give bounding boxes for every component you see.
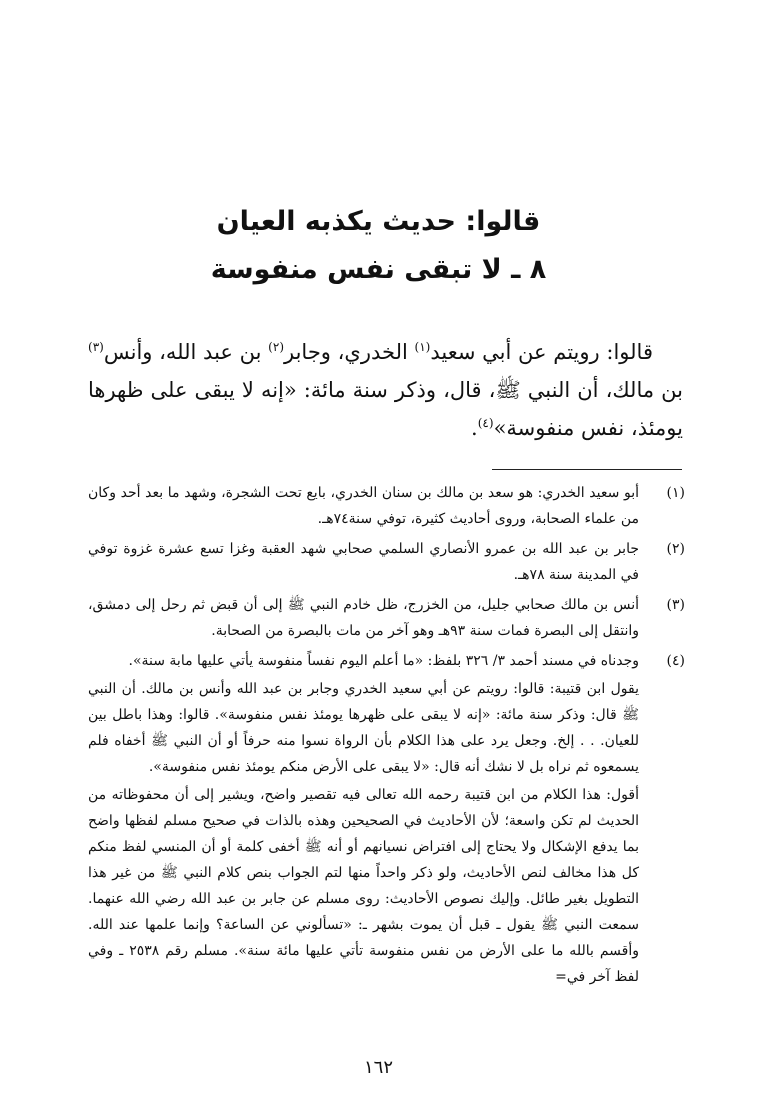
main-paragraph [88,333,683,447]
footnote-ref-2[interactable]: (٢) [268,340,284,354]
footnote-commentary-author: أقول: هذا الكلام من ابن قتيبة رحمه الله تعالى فيه تقصير واضح، ويشير إلى أن محفوظاته من الحديث لم تكن واسعة؛ لأن الأحاديث في الصحيحين وهذه بالذات في صحيح مسلم لفظها واضح بما يدفع الإشكال ولا يحتاج إلى افتراض نسيانهم أو أنه ﷺ أخفى كلمة أو أن المنسي لفظ منكم كل هذا مخالف لنص الأحاديث، ولو ذكر واحداً منها لتم الجواب بنص كلام النبي ﷺ من غير هذا التطويل بغير طائل. وإليك نصوص الأحاديث: روى مسلم عن جابر بن عبد الله رضي الله عنهما. سمعت النبي ﷺ يقول ـ قبل أن يموت بشهر ـ: «تسألوني عن الساعة؟ وإنما علمها عند الله. وأقسم بالله ما على الأرض من نفس منفوسة تأتي عليها مائة سنة». مسلم رقم ٢٥٣٨ ـ وفي لفظ آخر في= [88,787,640,985]
footnote-text: جابر بن عبد الله بن عمرو الأنصاري السلمي صحابي شهد العقبة وغزا تسع عشرة غزوة توفي في المدينة سنة ٧٨هـ. [88,541,639,583]
footnote-number: (٣) [666,597,685,613]
footnote-text: أبو سعيد الخدري: هو سعد بن مالك بن سنان الخدري، بايع تحت الشجرة، وشهد ما بعد أحد وكان من علماء الصحابة، وروى أحاديث كثيرة، توفي سنة٧٤هـ. [88,485,639,527]
main-text-part-4: بن مالك، أن النبي ﷺ، قال، وذكر سنة مائة: «إنه لا يبقى على ظهرها يومئذ، نفس منفوسة» [88,378,683,440]
main-text-part-5: . [471,416,478,440]
footnote-number: (١) [666,485,685,501]
main-text-part-1: قالوا: رويتم عن أبي سعيد [430,340,653,364]
footnote-item [88,480,685,532]
footnotes-list [88,480,685,994]
footnote-item [88,648,685,990]
footnote-ref-4[interactable]: (٤) [477,416,494,430]
footnote-number: (٤) [666,653,685,669]
footnote-commentary-ibn-qutayba: يقول ابن قتيبة: قالوا: رويتم عن أبي سعيد الخدري وجابر بن عبد الله وأنس بن مالك. أن النبي ﷺ قال: وذكر سنة مائة: «إنه لا يبقى على ظهرها يومئذ نفس منفوسة». قالوا: وهذا باطل بين للعيان. . . إلخ. وجعل يرد على هذا الكلام بأن الرواة نسوا منه حرفاً أو أن النبي ﷺ أخفاه فلم يسمعوه ثم نراه بل لا نشك أنه قال: «لا يبقى على الأرض منكم يومئذ نفس منفوسة». [88,681,639,775]
footnote-separator [492,469,682,470]
footnote-text: أنس بن مالك صحابي جليل، من الخزرج، ظل خادم النبي ﷺ إلى أن قبض ثم رحل إلى دمشق، وانتقل إلى البصرة فمات سنة ٩٣هـ وهو آخر من مات بالبصرة من الصحابة. [88,597,639,639]
main-text-part-2: الخدري، وجابر [284,340,415,364]
main-text-part-3: بن عبد الله، وأنس [103,340,269,364]
footnote-ref-3[interactable]: (٣) [88,340,104,354]
section-subtitle: ٨ ـ لا تبقى نفس منفوسة [210,254,547,285]
footnote-item [88,592,685,644]
footnote-text: وجدناه في مسند أحمد ٣/ ٣٢٦ بلفظ: «ما أعلم اليوم نفساً منفوسة يأتي عليها مابة سنة». [128,653,639,669]
footnote-number: (٢) [666,541,685,557]
footnote-ref-1[interactable]: (١) [414,340,431,354]
page-number: ١٦٢ [363,1057,393,1078]
footnote-item [88,536,685,588]
page-title: قالوا: حديث يكذبه العيان [216,206,541,237]
